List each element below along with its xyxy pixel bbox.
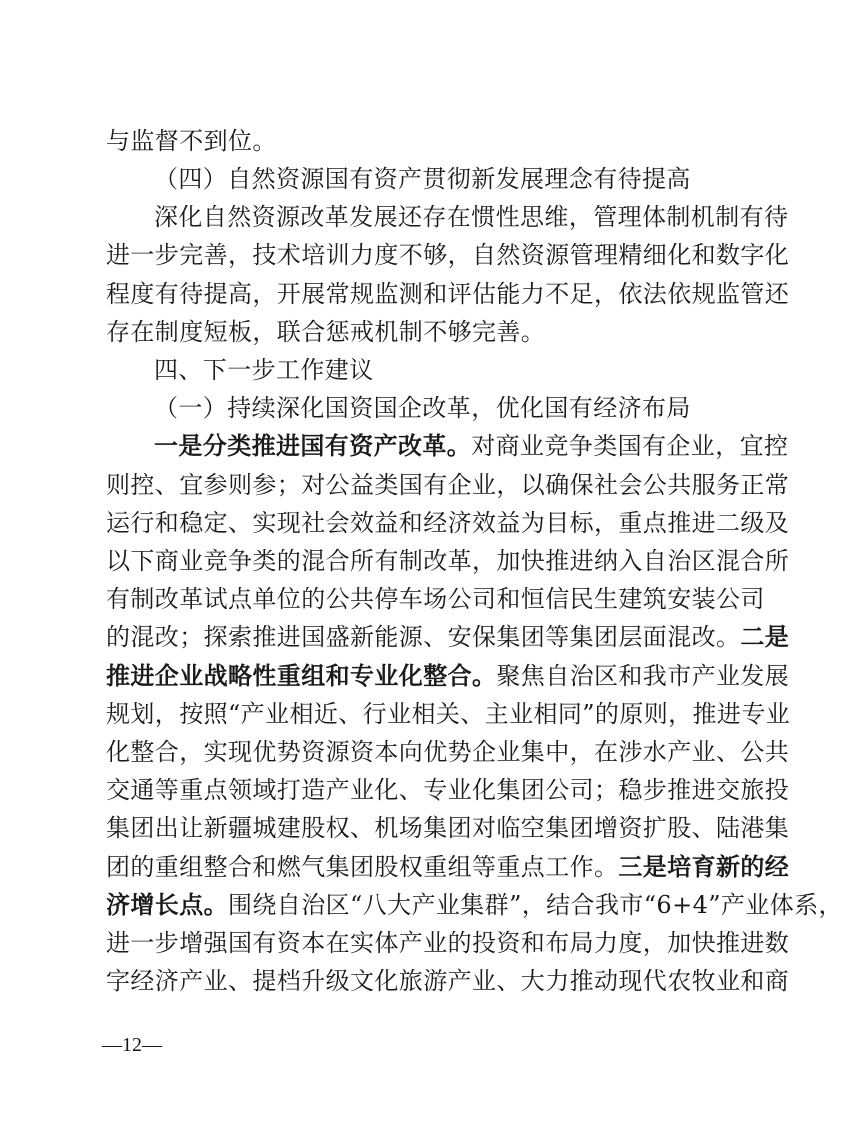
- bold-lead: 一是分类推进国有资产改革。: [154, 431, 472, 460]
- paragraph-line: 交通等重点领域打造产业化、专业化集团公司；稳步推进交旅投: [106, 776, 790, 804]
- paragraph-line: 进一步完善，技术培训力度不够，自然资源管理精细化和数字化: [106, 241, 790, 269]
- bold-lead: 推进企业战略性重组和专业化整合。: [106, 661, 497, 690]
- paragraph-line: 以下商业竞争类的混合所有制改革，加快推进纳入自治区混合所: [106, 547, 790, 575]
- paragraph-line: 规划，按照“产业相近、行业相关、主业相同”的原则，推进专业: [106, 700, 791, 728]
- paragraph-line: 程度有待提高，开展常规监测和评估能力不足，依法依规监管还: [106, 280, 790, 308]
- paragraph-line: 字经济产业、提档升级文化旅游产业、大力推动现代农牧业和商: [106, 967, 790, 995]
- paragraph-line: 进一步增强国有资本在实体产业的投资和布局力度，加快推进数: [106, 929, 790, 957]
- paragraph-line: 化整合，实现优势资源资本向优势企业集中，在涉水产业、公共: [106, 738, 790, 766]
- subsection-heading: （四）自然资源国有资产贯彻新发展理念有待提高: [154, 165, 691, 193]
- subsection-heading: （一）持续深化国资国企改革，优化国有经济布局: [154, 394, 691, 422]
- paragraph-line: 推进企业战略性重组和专业化整合。聚焦自治区和我市产业发展: [106, 661, 790, 690]
- paragraph-line: 的混改；探索推进国盛新能源、安保集团等集团层面混改。二是: [106, 622, 790, 651]
- paragraph-line: 一是分类推进国有资产改革。对商业竞争类国有企业，宜控: [154, 431, 789, 460]
- page-number: —12—: [102, 1034, 162, 1056]
- paragraph-line: 深化自然资源改革发展还存在惯性思维，管理体制机制有待: [154, 203, 789, 231]
- bold-lead: 二是: [740, 622, 790, 651]
- bold-lead: 三是培育新的经: [618, 852, 790, 881]
- paragraph-line: 济增长点。围绕自治区“八大产业集群”，结合我市“6+4”产业体系，: [106, 890, 843, 919]
- paragraph-line: 则控、宜参则参；对公益类国有企业，以确保社会公共服务正常: [106, 471, 790, 499]
- paragraph-line: 有制改革试点单位的公共停车场公司和恒信民生建筑安装公司: [106, 585, 765, 613]
- paragraph-line: 团的重组整合和燃气集团股权重组等重点工作。三是培育新的经: [106, 852, 790, 881]
- paragraph-line: 运行和稳定、实现社会效益和经济效益为目标，重点推进二级及: [106, 509, 790, 537]
- bold-lead: 济增长点。: [106, 890, 228, 919]
- paragraph-line: 存在制度短板，联合惩戒机制不够完善。: [106, 318, 546, 346]
- paragraph-line: 集团出让新疆城建股权、机场集团对临空集团增资扩股、陆港集: [106, 814, 790, 842]
- text-line: 与监督不到位。: [106, 127, 277, 155]
- section-heading: 四、下一步工作建议: [154, 356, 374, 384]
